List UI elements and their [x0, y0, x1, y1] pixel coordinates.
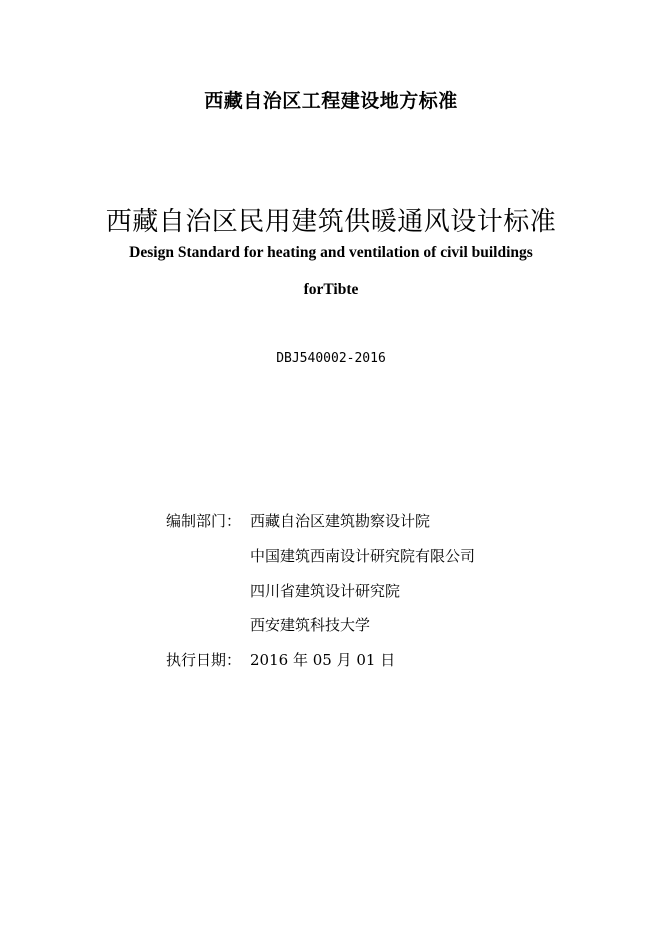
- compiler-row-2: [250, 545, 475, 566]
- compile-label: 编制部门：: [166, 512, 242, 530]
- compiler-name: 西藏自治区建筑勘察设计院: [250, 512, 431, 530]
- standard-title-english-line-1: Design Standard for heating and ventilation of civil buildings: [129, 244, 533, 261]
- compiler-name: 四川省建筑设计研究院: [250, 582, 401, 600]
- standard-series-title: 西藏自治区工程建设地方标准: [204, 90, 458, 112]
- compiler-row-3: [250, 580, 400, 601]
- effective-date-label: 执行日期：: [166, 651, 242, 669]
- compiler-name: 西安建筑科技大学: [250, 616, 371, 634]
- compiler-name: 中国建筑西南设计研究院有限公司: [250, 547, 476, 565]
- effective-date-row: [166, 649, 395, 670]
- effective-date-value: 2016 年 05 月 01 日: [250, 651, 396, 669]
- standard-title-chinese: 西藏自治区民用建筑供暖通风设计标准: [105, 207, 557, 237]
- compiler-row-1: [166, 510, 430, 531]
- standard-code: DBJ540002-2016: [276, 351, 386, 366]
- compiler-row-4: [250, 614, 370, 635]
- standard-title-english-line-2: forTibte: [303, 281, 359, 298]
